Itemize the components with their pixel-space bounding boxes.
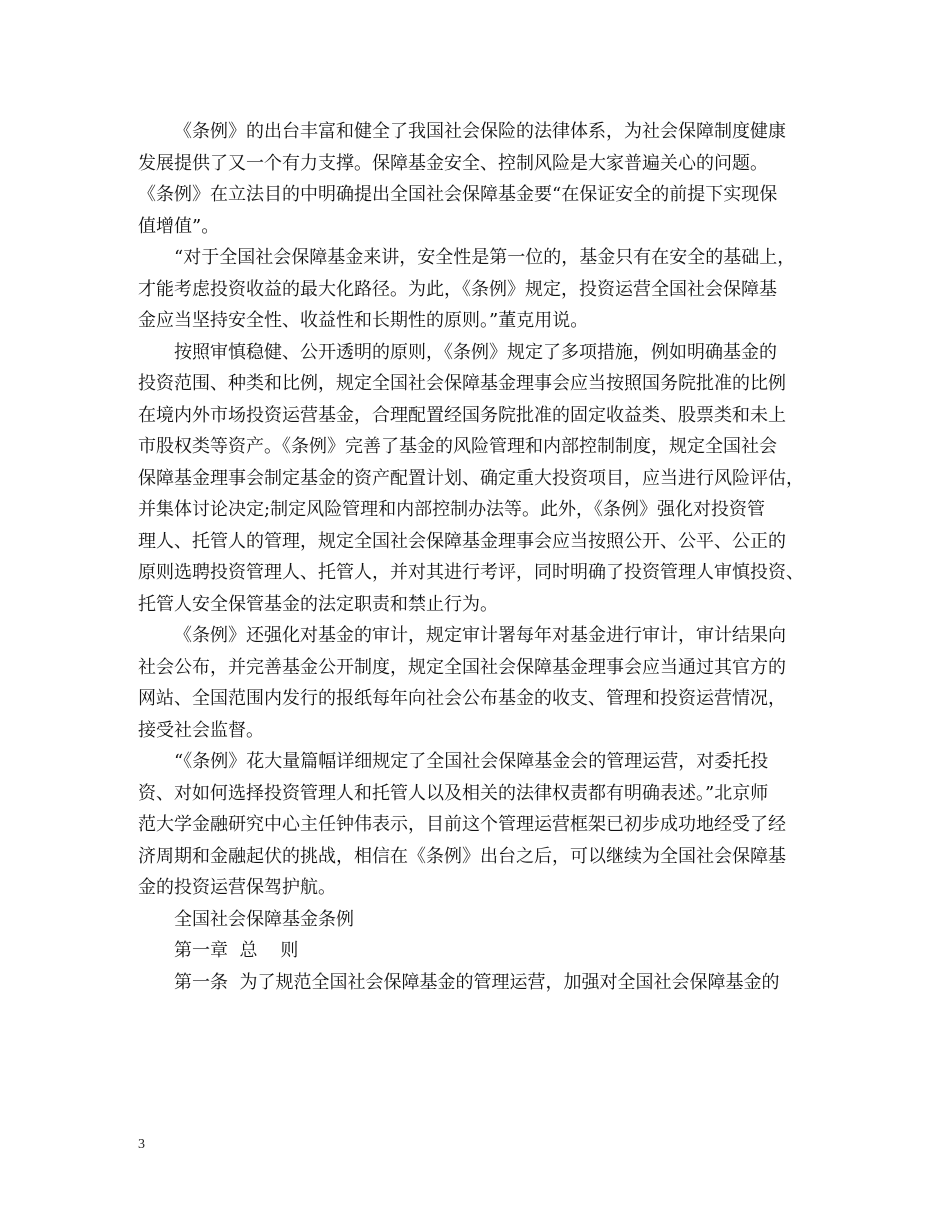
- chapter-heading: [138, 935, 828, 967]
- text-line: 济周期和金融起伏的挑战，相信在《条例》出台之后，可以继续为全国社会保障基: [138, 845, 786, 867]
- text-line: 接受社会监督。: [138, 719, 264, 741]
- article-1: [138, 967, 828, 999]
- text-line: 原则选聘投资管理人、托管人，并对其进行考评，同时明确了投资管理人审慎投资、: [138, 562, 804, 583]
- text-line: 金应当坚持安全性、收益性和长期性的原则。”董克用说。: [138, 310, 589, 331]
- text-line: “《条例》花大量篇幅详细规定了全国社会保障基金会的管理运营，对委托投: [174, 751, 769, 772]
- text-line: 理人、托管人的管理，规定全国社会保障基金理事会应当按照公开、公平、公正的: [138, 530, 786, 552]
- paragraph-3: [138, 337, 828, 621]
- text-line: 第一条 为了规范全国社会保障基金的管理运营，加强对全国社会保障基金的: [174, 971, 780, 993]
- text-line: 《条例》还强化对基金的审计，规定审计署每年对基金进行审计，审计结果向: [174, 625, 786, 646]
- text-line: 网站、全国范围内发行的报纸每年向社会公布基金的收支、管理和投资运营情况，: [138, 688, 786, 709]
- text-line: 范大学金融研究中心主任钟伟表示，目前这个管理运营框架已初步成功地经受了经: [138, 814, 786, 835]
- paragraph-1: [138, 116, 828, 242]
- text-line: 值增值”。: [138, 215, 220, 237]
- document-body: [138, 116, 828, 998]
- text-line: 社会公布，并完善基金公开制度，规定全国社会保障基金理事会应当通过其官方的: [138, 656, 786, 678]
- paragraph-4: [138, 620, 828, 746]
- regulation-title: [138, 904, 828, 936]
- text-line: 并集体讨论决定;制定风险管理和内部控制办法等。此外，《条例》强化对投资管: [138, 499, 766, 520]
- text-line: 按照审慎稳健、公开透明的原则，《条例》规定了多项措施，例如明确基金的: [174, 341, 777, 363]
- text-line: “对于全国社会保障基金来讲，安全性是第一位的，基金只有在安全的基础上，: [174, 247, 796, 268]
- text-line: 《条例》在立法目的中明确提出全国社会保障基金要“在保证安全的前提下实现保: [138, 184, 778, 205]
- text-line: 托管人安全保管基金的法定职责和禁止行为。: [138, 593, 498, 615]
- text-line: 资、对如何选择投资管理人和托管人以及相关的法律权责都有明确表述。”北京师: [138, 782, 769, 804]
- text-line: 保障基金理事会制定基金的资产配置计划、确定重大投资项目，应当进行风险评估，: [138, 467, 804, 489]
- page-number: 3: [138, 1137, 145, 1152]
- text-line: 在境内外市场投资运营基金，合理配置经国务院批准的固定收益类、股票类和未上: [138, 404, 786, 426]
- text-line: 才能考虑投资收益的最大化路径。为此，《条例》规定，投资运营全国社会保障基: [138, 278, 777, 300]
- text-line: 金的投资运营保驾护航。: [138, 877, 336, 898]
- text-line: 市股权类等资产。《条例》完善了基金的风险管理和内部控制制度，规定全国社会: [138, 436, 777, 457]
- text-line: 投资范围、种类和比例，规定全国社会保障基金理事会应当按照国务院批准的比例: [138, 373, 786, 394]
- paragraph-2: [138, 242, 828, 337]
- paragraph-5: [138, 746, 828, 904]
- text-line: 第一章 总 则: [174, 940, 299, 961]
- text-line: 发展提供了又一个有力支撑。保障基金安全、控制风险是大家普遍关心的问题。: [138, 152, 768, 174]
- text-line: 《条例》的出台丰富和健全了我国社会保险的法律体系，为社会保障制度健康: [174, 121, 786, 142]
- text-line: 全国社会保障基金条例: [174, 908, 354, 930]
